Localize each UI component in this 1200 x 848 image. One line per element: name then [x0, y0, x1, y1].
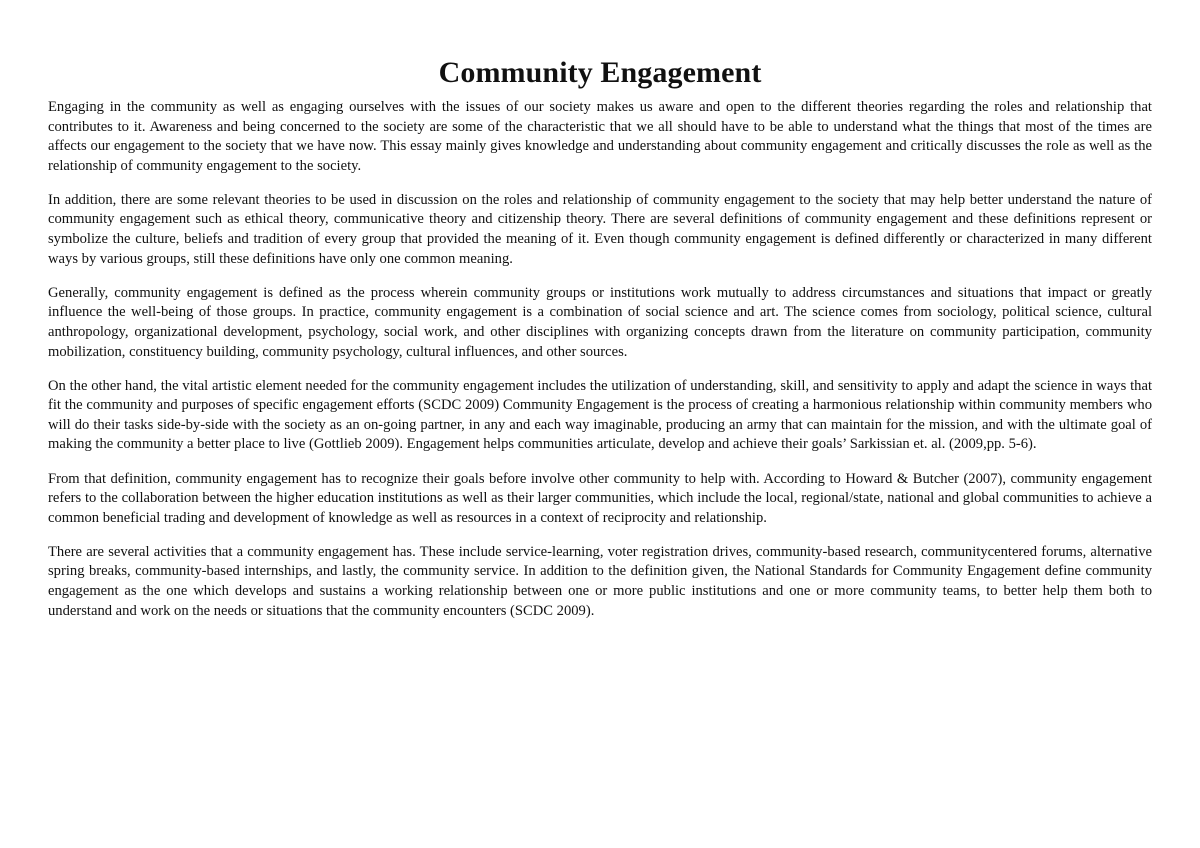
paragraph-3: Generally, community engagement is defined as the process wherein community groups or institutions work mutually to address circumstances and situations that impact or greatly influence the well-being of those groups. In practice, community engagement is a combination of social science and art. The science comes from sociology, political science, cultural anthropology, organizational development, psychology, social work, and other disciplines with organizing concepts drawn from the literature on community participation, community mobilization, constituency building, community psychology, cultural influences, and other sources. — [48, 284, 1152, 360]
paragraph-5: From that definition, community engagement has to recognize their goals before involve other community to help with. According to Howard & Butcher (2007), community engagement refers to the collaboration between the higher education institutions as well as their larger communities, which include the local, regional/state, national and global communities to achieve a common beneficial trading and development of knowledge as well as resources in a context of reciprocity and relationship. — [48, 470, 1152, 526]
paragraph-6: There are several activities that a community engagement has. These include service-learning, voter registration drives, community-based research, communitycentered forums, alternative spring breaks, community-based internships, and lastly, the community service. In addition to the definition given, the National Standards for Community Engagement define community engagement as the one which develops and sustains a working relationship between one or more public institutions and one or more community teams, to better help them both to understand and work on the needs or situations that the community encounters (SCDC 2009). — [48, 543, 1152, 619]
paragraph-4: On the other hand, the vital artistic element needed for the community engagement includes the utilization of understanding, skill, and sensitivity to apply and adapt the science in ways that fit the community and purposes of specific engagement efforts (SCDC 2009) Community Engagement is the process of creating a harmonious relationship within community members who will do their tasks side-by-side with the society as an on-going partner, in any and each way imaginable, producing an army that can maintain for the mission, and with the ultimate goal of making the community a better place to live (Gottlieb 2009). Engagement helps communities articulate, develop and achieve their goals’ Sarkissian et. al. (2009,pp. 5-6). — [48, 377, 1152, 453]
paragraph-1: Engaging in the community as well as engaging ourselves with the issues of our society makes us aware and open to the different theories regarding the roles and relationship that contributes to it. Awareness and being concerned to the society are some of the characteristic that we all should have to be able to understand what the things that most of the times are affects our engagement to the society that we have now. This essay mainly gives knowledge and understanding about community engagement and critically discusses the role as well as the relationship of community engagement to the society. — [48, 99, 1152, 174]
paragraph-2: In addition, there are some relevant theories to be used in discussion on the roles and relationship of community engagement to the society that may help better understand the nature of community engagement such as ethical theory, communicative theory and citizenship theory. There are several definitions of community engagement and these definitions represent or symbolize the culture, beliefs and tradition of every group that provided the meaning of it. Even though community engagement is defined differently or characterized in many different ways by various groups, still these definitions have only one common meaning. — [48, 191, 1152, 267]
document-title: Community Engagement — [438, 56, 762, 89]
